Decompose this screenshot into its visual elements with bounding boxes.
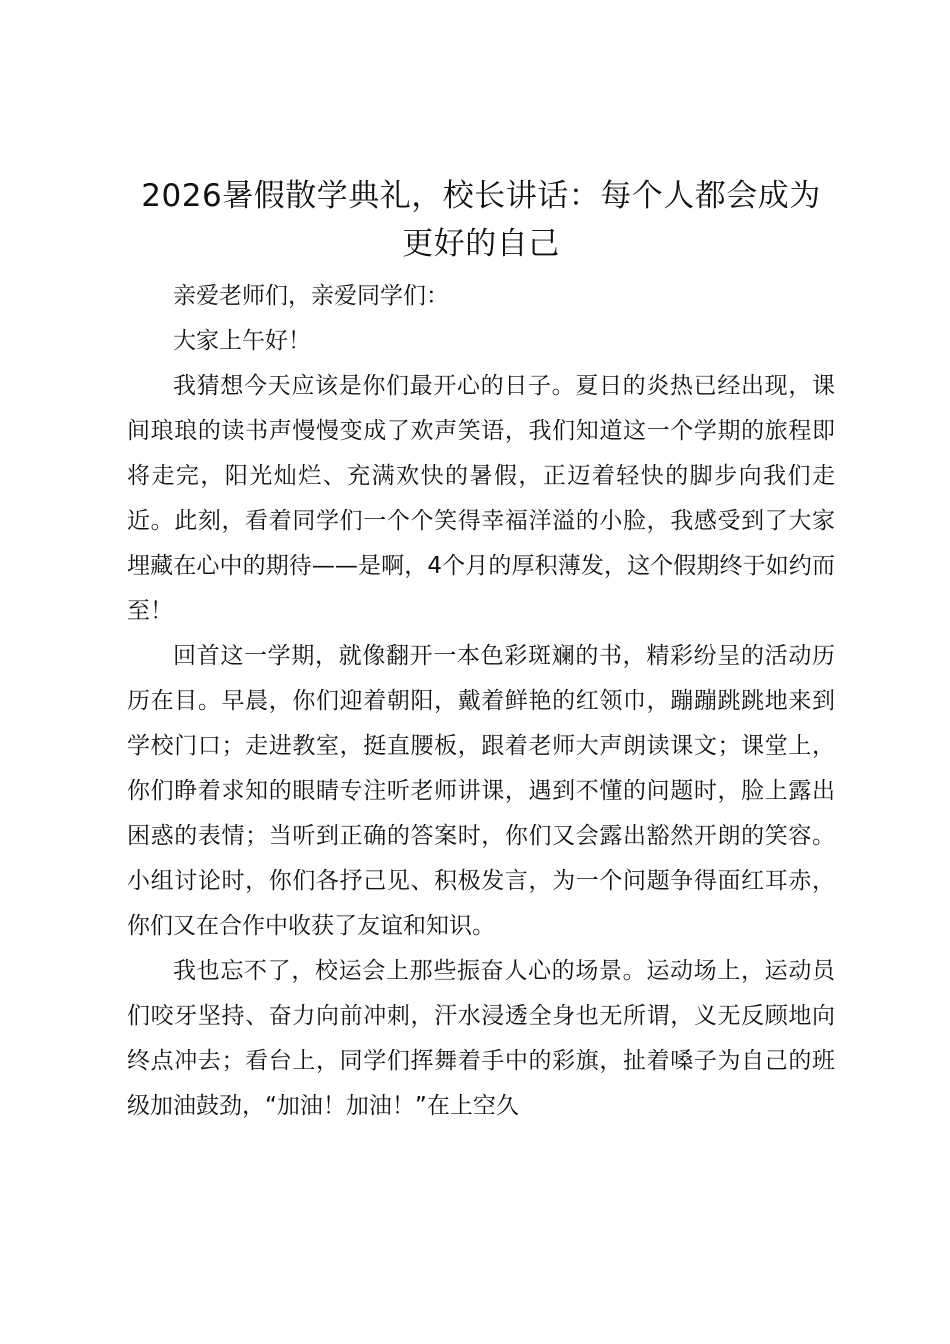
paragraph-greeting: 大家上午好！ <box>173 328 311 354</box>
paragraph-salutation: 亲爱老师们，亲爱同学们： <box>173 283 449 309</box>
paragraph-body: 回首这一学期，就像翻开一本色彩斑斓的书，精彩纷呈的活动历历在目。早晨，你们迎着朝阳，戴着鲜艳的红领巾，蹦蹦跳跳地来到学校门口；走进教室，挺直腰板，跟着老师大声朗读课文；课堂上，你们睁着求知的眼睛专注听老师讲课，遇到不懂的问题时，脸上露出困惑的表情；当听到正确的答案时，你们又会露出豁然开朗的笑容。小组讨论时，你们各抒己见、积极发言，为一个问题争得面红耳赤，你们又在合作中收获了友谊和知识。 <box>127 643 835 939</box>
paragraph-body: 我猜想今天应该是你们最开心的日子。夏日的炎热已经出现，课间琅琅的读书声慢慢变成了欢声笑语，我们知道这一个学期的旅程即将走完，阳光灿烂、充满欢快的暑假，正迈着轻快的脚步向我们走近。此刻，看着同学们一个个笑得幸福洋溢的小脸，我感受到了大家埋藏在心中的期待——是啊，4个月的厚积薄发，这个假期终于如约而至！ <box>127 373 835 624</box>
document-body <box>127 172 835 1129</box>
document-title: 2026暑假散学典礼，校长讲话：每个人都会成为更好的自己 <box>141 178 821 262</box>
paragraph-body: 我也忘不了，校运会上那些振奋人心的场景。运动场上，运动员们咬牙坚持、奋力向前冲刺，汗水浸透全身也无所谓，义无反顾地向终点冲去；看台上，同学们挥舞着手中的彩旗，扯着嗓子为自己的班级加油鼓劲，“加油！加油！”在上空久 <box>127 958 835 1119</box>
